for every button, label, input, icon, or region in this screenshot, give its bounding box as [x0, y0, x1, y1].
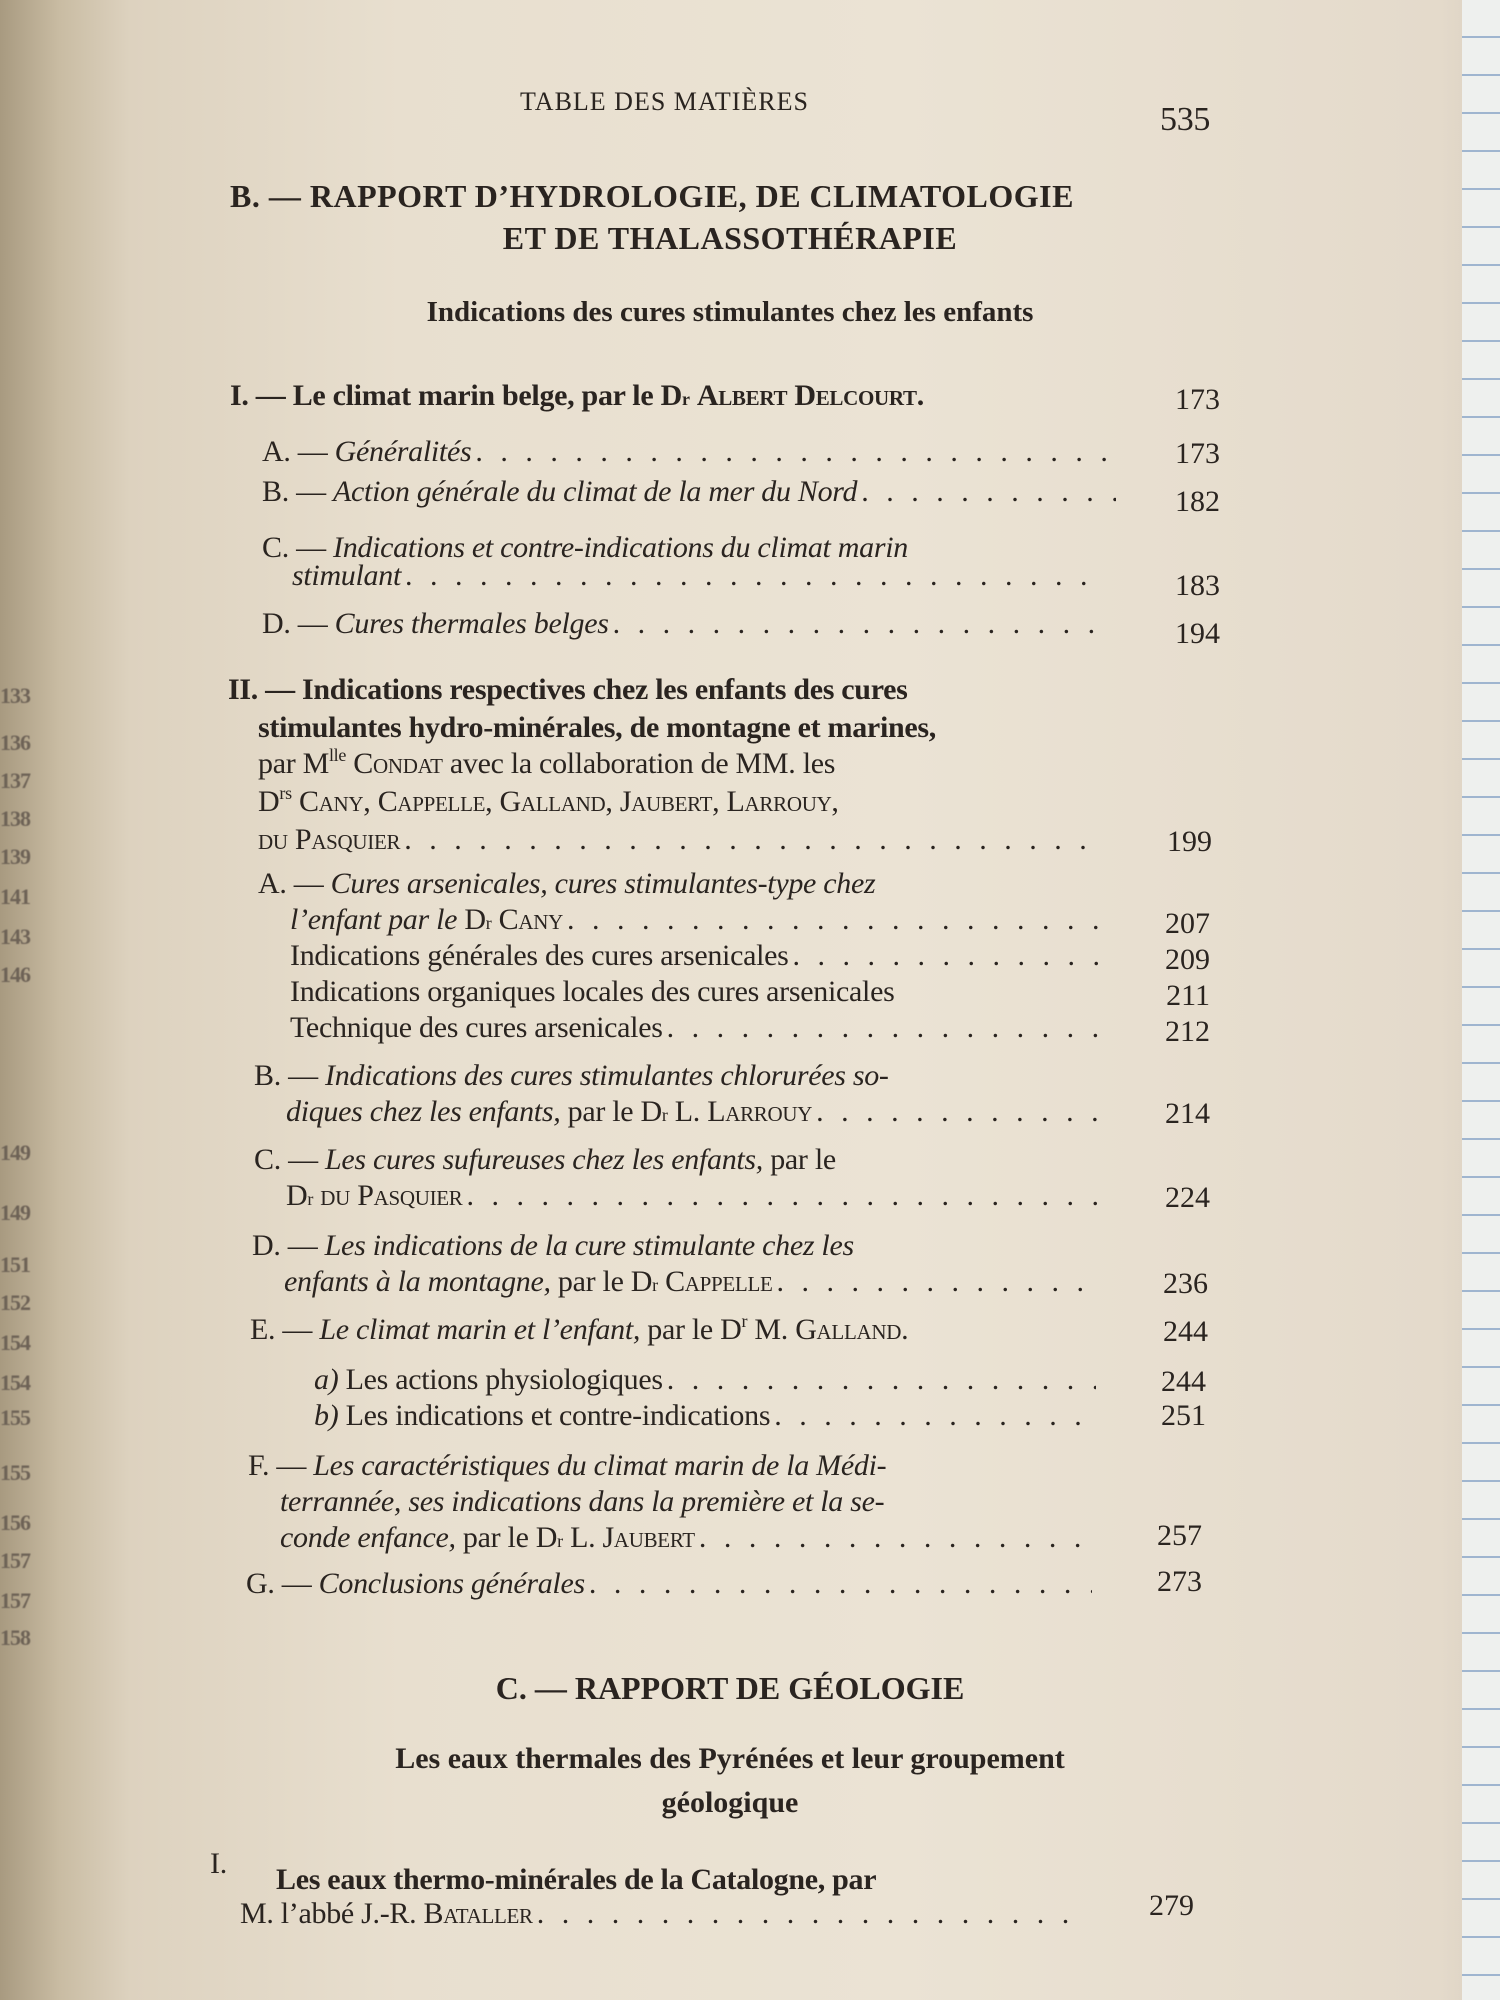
- toc-entry-II-A-cont: [290, 902, 1108, 938]
- superscript: r: [557, 1531, 563, 1551]
- dot-leader: [475, 434, 1116, 470]
- dot-leader: [793, 938, 1104, 974]
- toc-entry-II-cont: stimulantes hydro-minérales, de montagne et marines,: [258, 711, 936, 744]
- toc-entry-II-B-cont: [286, 1094, 1104, 1130]
- entry-page: 257: [1157, 1519, 1202, 1552]
- entry-label: I. —: [230, 379, 286, 412]
- entry-page: 273: [1157, 1565, 1202, 1598]
- entry-page: 194: [1175, 617, 1220, 650]
- lined-paper-edge: [1462, 0, 1500, 2000]
- toc-entry-C-I: Les eaux thermo-minérales de la Catalogne, par: [276, 1863, 877, 1896]
- dot-leader: [699, 1520, 1094, 1556]
- entry-page: 244: [1163, 1315, 1208, 1348]
- text: M. l’abbé: [240, 1897, 354, 1930]
- superscript: lle: [328, 745, 347, 765]
- toc-subentry: [290, 974, 1108, 1010]
- dot-leader: [816, 1094, 1100, 1130]
- adjacent-page-number: 133: [0, 683, 30, 708]
- adjacent-page-number: 156: [0, 1510, 30, 1535]
- toc-entry-I-C-cont: [292, 558, 1108, 594]
- entry-page: 209: [1165, 943, 1210, 976]
- toc-entry-II-F-cont: [280, 1520, 1098, 1556]
- entry-author: Cany: [498, 903, 563, 936]
- entry-title: Le climat marin et l’enfant,: [319, 1313, 641, 1346]
- section-c-heading: C. — RAPPORT DE GÉOLOGIE: [495, 1670, 965, 1706]
- text: D: [286, 1179, 308, 1212]
- entry-title: Indications organiques locales des cures arsenicales: [290, 975, 895, 1008]
- entry-label: C. —: [254, 1143, 318, 1176]
- superscript: r: [485, 913, 492, 933]
- entry-label: a): [314, 1363, 339, 1396]
- entry-author: M. Galland.: [754, 1313, 909, 1346]
- superscript: r: [661, 1105, 668, 1125]
- adjacent-page-number: 143: [0, 924, 30, 949]
- toc-entry-II-A: [258, 866, 1114, 902]
- entry-title: Le climat marin belge, par le D: [292, 379, 682, 412]
- entry-title: Les cures sufureuses chez les enfants,: [325, 1143, 764, 1176]
- superscript: r: [741, 1311, 748, 1331]
- entry-author: Cappelle: [665, 1265, 773, 1298]
- entry-page: 173: [1175, 437, 1220, 470]
- adjacent-page-number: 141: [0, 884, 30, 909]
- entry-author: du Pasquier: [258, 823, 401, 856]
- entry-title: enfants à la montagne,: [284, 1265, 551, 1298]
- toc-entry-II: II. — Indications respectives chez les enfants des cures: [228, 673, 908, 706]
- section-b-heading-cont: ET DE THALASSOTHÉRAPIE: [502, 220, 958, 256]
- entry-title: Les caractéristiques du climat marin de la Médi-: [313, 1449, 887, 1482]
- section-c-subtitle: Les eaux thermales des Pyrénées et leur groupement: [395, 1742, 1065, 1775]
- toc-entry-II-D: [252, 1228, 854, 1264]
- toc-subentry: [314, 1398, 1100, 1434]
- toc-entry-II-F: [248, 1448, 886, 1484]
- entry-page: 183: [1175, 569, 1220, 602]
- entry-label: D. —: [262, 607, 328, 640]
- toc-entry-II-cont: [258, 822, 1110, 858]
- adjacent-page-number: 157: [0, 1548, 30, 1573]
- adjacent-page-number: 139: [0, 844, 30, 869]
- page-number: 535: [1160, 101, 1211, 138]
- dot-leader: [589, 1566, 1092, 1602]
- text: par le D: [647, 1313, 742, 1346]
- entry-page: 173: [1175, 383, 1220, 416]
- toc-entry-II-D-cont: [284, 1264, 1102, 1300]
- entry-page: 211: [1166, 979, 1210, 1012]
- dot-leader: [537, 1896, 1086, 1932]
- toc-entry-I-B: [262, 474, 1120, 510]
- adjacent-page-number: 154: [0, 1370, 30, 1395]
- entry-label: E. —: [250, 1313, 313, 1346]
- entry-title: Cures thermales belges: [334, 607, 609, 640]
- dot-leader: [567, 902, 1104, 938]
- toc-subentry: [290, 1010, 1108, 1046]
- entry-authors: Cany, Cappelle, Galland, Jaubert, Larrouy,: [298, 785, 839, 818]
- dot-leader: [404, 822, 1106, 858]
- dot-leader: [777, 1264, 1098, 1300]
- superscript: r: [652, 1275, 658, 1295]
- text: D: [464, 903, 486, 936]
- entry-title: Action générale du climat de la mer du Nord: [333, 475, 858, 508]
- dot-leader: [667, 1010, 1104, 1046]
- entry-title: Indications générales des cures arsenicales: [290, 939, 789, 972]
- entry-page: 207: [1165, 907, 1210, 940]
- entry-page: 224: [1165, 1181, 1210, 1214]
- entry-title: Généralités: [334, 435, 472, 468]
- adjacent-page-number: 157: [0, 1588, 30, 1613]
- entry-author: L. Larrouy: [674, 1095, 813, 1128]
- entry-page: 214: [1165, 1097, 1210, 1130]
- text: D: [258, 785, 280, 818]
- entry-page: 199: [1167, 825, 1212, 858]
- dot-leader: [405, 558, 1104, 594]
- section-c-subtitle-cont: géologique: [661, 1786, 799, 1819]
- entry-author: J.-R. Bataller: [361, 1897, 533, 1930]
- text: avec la collaboration de MM. les: [449, 747, 836, 780]
- entry-label: A. —: [258, 867, 324, 900]
- dot-leader: [467, 1178, 1100, 1214]
- running-title: TABLE DES MATIÈRES: [520, 87, 809, 116]
- dot-leader: [667, 1362, 1096, 1398]
- entry-title: stimulant: [292, 559, 401, 592]
- entry-title: Indications et contre-indications du climat marin: [333, 531, 908, 564]
- entry-title: diques chez les enfants,: [286, 1095, 561, 1128]
- entry-author: Condat: [353, 747, 443, 780]
- toc-entry-C-I-cont: [240, 1896, 1090, 1932]
- entry-page: 279: [1149, 1889, 1194, 1922]
- entry-label: F. —: [248, 1449, 307, 1482]
- text: par le D: [462, 1521, 558, 1554]
- section-b-subtitle: Indications des cures stimulantes chez les enfants: [426, 296, 1034, 328]
- adjacent-page-number: 154: [0, 1330, 30, 1355]
- dot-leader: [774, 1398, 1096, 1434]
- toc-entry-II-C-cont: [286, 1178, 1104, 1214]
- entry-title: Cures arsenicales, cures stimulantes-type chez: [330, 867, 876, 900]
- toc-entry-I-D: [262, 606, 1110, 642]
- entry-page: 244: [1161, 1365, 1206, 1398]
- entry-title: Indications des cures stimulantes chlorurées so-: [325, 1059, 889, 1092]
- entry-title: Les indications et contre-indications: [345, 1399, 771, 1432]
- text: par le: [770, 1143, 836, 1176]
- superscript: r: [307, 1189, 314, 1209]
- adjacent-page-number: 155: [0, 1405, 30, 1430]
- superscript: r: [681, 389, 690, 409]
- entry-label: A. —: [262, 435, 328, 468]
- text: par le D: [567, 1095, 662, 1128]
- toc-entry-II-F-cont: terrannée, ses indications dans la première et la se-: [280, 1485, 885, 1518]
- text: par M: [258, 747, 329, 780]
- entry-label: b): [314, 1399, 339, 1432]
- toc-entry-II-E: [250, 1312, 908, 1348]
- toc-entry-II-G: [246, 1566, 1096, 1602]
- adjacent-page-number: 146: [0, 962, 30, 987]
- entry-page: 182: [1175, 485, 1220, 518]
- entry-page: 236: [1163, 1267, 1208, 1300]
- entry-page: 251: [1161, 1399, 1206, 1432]
- entry-label: C. —: [262, 531, 326, 564]
- entry-label: D. —: [252, 1229, 318, 1262]
- adjacent-page-number: 158: [0, 1625, 30, 1650]
- toc-entry-label: I.: [210, 1847, 227, 1880]
- toc-entry-I: [230, 378, 1120, 414]
- adjacent-page-number: 155: [0, 1460, 30, 1485]
- adjacent-page-number: 137: [0, 768, 30, 793]
- toc-subentry: [314, 1362, 1100, 1398]
- entry-author: Albert Delcourt.: [696, 379, 924, 412]
- adjacent-page-number: 136: [0, 730, 30, 755]
- toc-entry-II-B: [254, 1058, 889, 1094]
- entry-label: B. —: [262, 475, 326, 508]
- superscript: rs: [279, 783, 292, 803]
- entry-title: Les indications de la cure stimulante chez les: [324, 1229, 854, 1262]
- entry-label: B. —: [254, 1059, 318, 1092]
- entry-label: G. —: [246, 1567, 312, 1600]
- adjacent-page-number: 138: [0, 806, 30, 831]
- text: par le D: [557, 1265, 653, 1298]
- adjacent-page-number: 149: [0, 1200, 30, 1225]
- toc-entry-I-A: [262, 434, 1120, 470]
- entry-title: Conclusions générales: [318, 1567, 585, 1600]
- adjacent-page-number: 152: [0, 1290, 30, 1315]
- entry-title: Les actions physiologiques: [345, 1363, 663, 1396]
- entry-title: Technique des cures arsenicales: [290, 1011, 663, 1044]
- adjacent-page-number: 149: [0, 1140, 30, 1165]
- entry-author: du Pasquier: [320, 1179, 463, 1212]
- section-b-heading: B. — RAPPORT D’HYDROLOGIE, DE CLIMATOLOGIE: [230, 178, 1074, 214]
- entry-page: 212: [1165, 1015, 1210, 1048]
- toc-subentry: [290, 938, 1108, 974]
- entry-author: L. Jaubert: [570, 1521, 695, 1554]
- dot-leader: [613, 606, 1106, 642]
- entry-title: conde enfance,: [280, 1521, 456, 1554]
- entry-title: l’enfant par le: [290, 903, 458, 936]
- adjacent-page-margin: [0, 0, 70, 2000]
- dot-leader: [861, 474, 1116, 510]
- toc-entry-II-C: [254, 1142, 836, 1178]
- toc-entry-II-cont: [258, 746, 835, 782]
- toc-entry-II-cont: [258, 784, 839, 820]
- adjacent-page-number: 151: [0, 1252, 30, 1277]
